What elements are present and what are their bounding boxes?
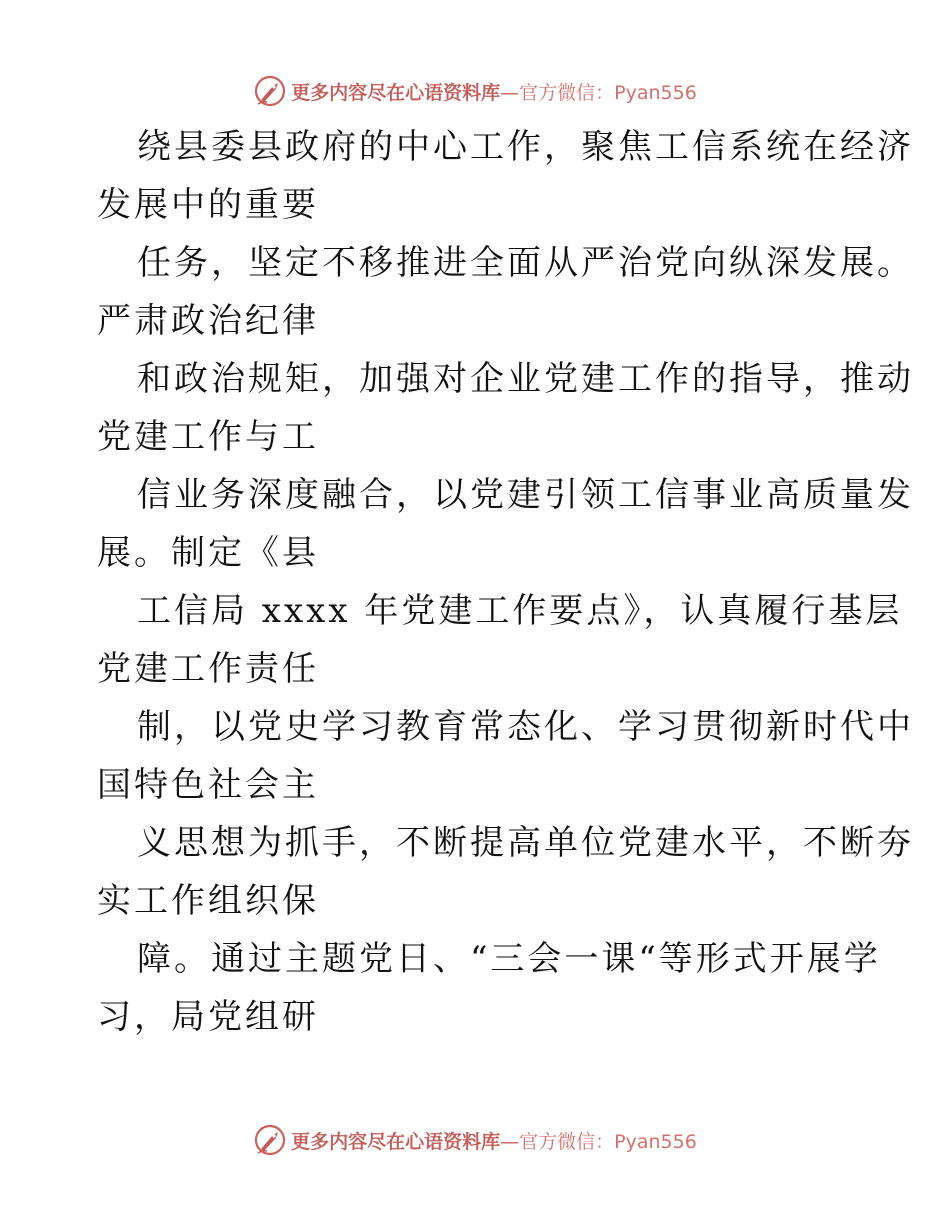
footer-banner [0,1120,950,1160]
body-line: 制，以党史学习教育常态化、学习贯彻新时代中 [137,707,914,747]
pen-nib-logo-icon [253,1123,287,1157]
body-line: 任务，坚定不移推进全面从严治党向纵深发展。 [137,243,914,283]
body-line: 义思想为抓手，不断提高单位党建水平，不断夯 [137,823,914,863]
body-line: 绕县委县政府的中心工作，聚焦工信系统在经济 [137,127,914,167]
body-line: 工信局 xxxx 年党建工作要点》，认真履行基层 [137,591,903,631]
footer-brand: 更多内容尽在心语资料库 [291,1130,501,1153]
body-line: 实工作组织保 [97,881,319,921]
body-line: 党建工作责任 [97,649,319,689]
document-body [97,118,914,1046]
body-line: 和政治规矩，加强对企业党建工作的指导，推动 [137,359,914,399]
header-separator: — [500,81,520,104]
header-brand: 更多内容尽在心语资料库 [291,81,501,104]
body-line: 障。通过主题党日、“三会一课“等形式开展学 [137,939,881,979]
body-line: 严肃政治纪律 [97,301,319,341]
footer-separator: — [500,1130,520,1153]
footer-banner-text [291,1127,697,1154]
body-line: 发展中的重要 [97,185,319,225]
header-wechat: 官方微信：Pyan556 [519,81,697,104]
body-line: 习，局党组研 [97,997,319,1037]
header-banner [0,71,950,111]
body-line: 信业务深度融合，以党建引领工信事业高质量发 [137,475,914,515]
pen-nib-logo-icon [253,74,287,108]
header-banner-text [291,78,697,105]
body-line: 党建工作与工 [97,417,319,457]
body-line: 展。制定《县 [97,533,319,573]
footer-wechat: 官方微信：Pyan556 [519,1130,697,1153]
body-line: 国特色社会主 [97,765,319,805]
